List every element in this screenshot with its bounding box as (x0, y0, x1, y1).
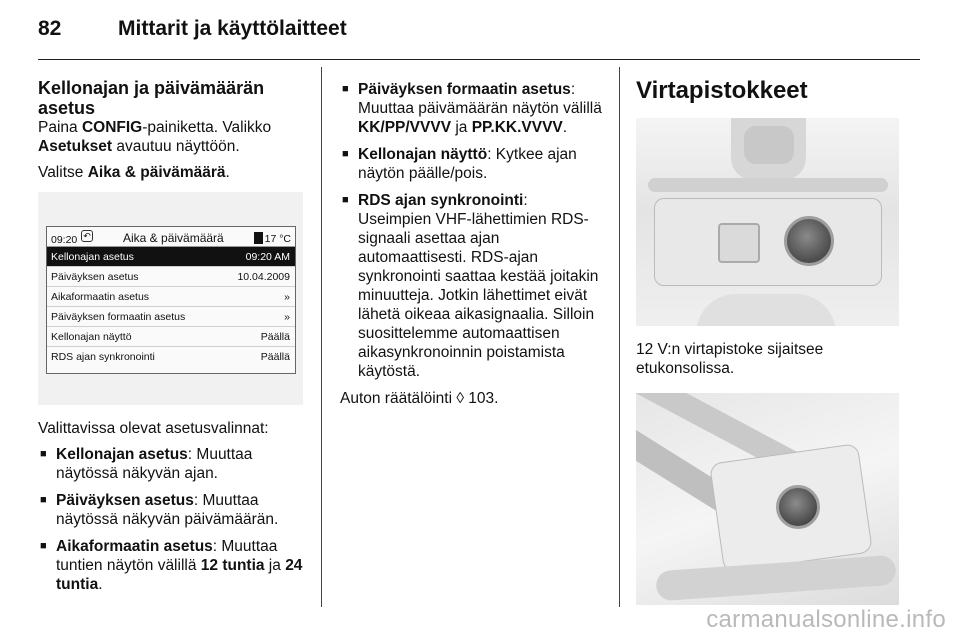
row-value: Päällä (260, 351, 290, 363)
temperature-value: 17 °C (264, 233, 291, 245)
select-paragraph (38, 163, 308, 182)
row-value: 09:20 AM (245, 251, 290, 263)
section-heading-power-outlets: Virtapistokkeet (636, 77, 808, 104)
display-row (47, 347, 295, 367)
console-panel (654, 198, 882, 286)
column-separator (619, 67, 620, 607)
option-desc: ja (451, 119, 472, 136)
intro-paragraph (38, 118, 308, 156)
watermark: carmanualsonline.info (706, 606, 946, 633)
option-value: 12 tuntia (200, 557, 265, 574)
display-illustration (38, 192, 303, 405)
settings-menu-name: Asetukset (38, 138, 113, 155)
option-desc: : Muuttaa päivämäärän näytön välillä (358, 81, 602, 117)
page-header (38, 17, 920, 57)
option-desc: : Muuttaa näytössä näkyvän päivämäärän. (56, 492, 279, 528)
display-top-bar (47, 227, 295, 247)
row-label: Päiväyksen asetus (51, 271, 139, 283)
cross-reference (340, 389, 605, 408)
gear-lever-knob (744, 126, 794, 164)
list-item (38, 537, 308, 594)
usb-port (718, 223, 760, 263)
column-separator (321, 67, 322, 607)
row-value: 10.04.2009 (237, 271, 290, 283)
reference-arrow-icon: ◊ (456, 390, 464, 407)
option-name: Kellonajan asetus (56, 446, 188, 463)
page-number: 82 (38, 17, 62, 40)
menu-item-name: Aika & päivämäärä (87, 164, 226, 181)
option-value: KK/PP/VVVV (358, 119, 452, 136)
display-row (47, 307, 295, 327)
select-text: . (225, 164, 230, 181)
header-rule (38, 59, 920, 60)
option-desc: . (98, 576, 103, 593)
display-clock: 09:20 (51, 234, 78, 246)
back-icon: ↶ (81, 230, 93, 242)
list-item (340, 191, 605, 381)
power-socket-12v (784, 216, 834, 266)
config-key: CONFIG (81, 119, 143, 136)
intro-text: avautuu näyttöön. (112, 138, 240, 155)
intro-text: -painiketta. Valikko (142, 119, 272, 136)
option-name: Aikaformaatin asetus (56, 538, 213, 555)
rear-power-outlet-photo (636, 393, 899, 605)
row-label: Päiväyksen formaatin asetus (51, 311, 186, 323)
row-value: » (284, 311, 290, 323)
reference-text: Auton räätälöinti (340, 390, 457, 407)
section-heading-clock-date: Kellonajan ja päivämäärän asetus (38, 78, 265, 118)
option-name: Päiväyksen asetus (56, 492, 194, 509)
power-socket-12v (776, 485, 820, 529)
photo-caption: 12 V:n virtapistoke sijaitsee etukonsolissa. (636, 341, 824, 377)
column-2 (340, 80, 605, 408)
option-name: Kellonajan näyttö (358, 146, 488, 163)
row-value: » (284, 291, 290, 303)
option-desc: . (562, 119, 568, 136)
list-item (340, 80, 605, 137)
option-value: PP.KK.VVVV (471, 119, 563, 136)
display-row (47, 267, 295, 287)
option-name: Päiväyksen formaatin asetus (358, 81, 571, 98)
intro-text: Paina (38, 119, 82, 136)
option-desc: ja (264, 557, 286, 574)
row-value: Päällä (260, 331, 290, 343)
options-intro: Valittavissa olevat asetusvalinnat: (38, 420, 269, 437)
list-item (38, 491, 308, 529)
option-desc: : Useimpien VHF-lähettimien RDS-signaali asettaa ajan automaattisesti. RDS-ajan synkronointi saattaa kestää joitakin minuutteja. Jotkin lähettimet eivät lähetä oikeaa aikasignaalia. Silloin suosittelemme automaattisen aikasynkronoinnin poistamista käytöstä. (358, 192, 599, 380)
row-label: Aikaformaatin asetus (51, 291, 150, 303)
option-value: 24 tuntia (56, 557, 303, 593)
option-desc: : Kytkee ajan näytön päälle/pois. (358, 146, 577, 182)
display-title: Aika & päivämäärä (123, 231, 224, 245)
display-row (47, 287, 295, 307)
row-label: Kellonajan asetus (51, 251, 134, 263)
reference-page[interactable]: 103. (464, 390, 499, 407)
display-screen (46, 226, 296, 374)
power-outlet-photo (636, 118, 899, 326)
chapter-title: Mittarit ja käyttölaitteet (118, 17, 347, 40)
options-list (38, 445, 308, 594)
list-item (38, 445, 308, 483)
row-label: Kellonajan näyttö (51, 331, 132, 343)
option-name: RDS ajan synkronointi (358, 192, 524, 209)
select-text: Valitse (38, 164, 88, 181)
thermometer-icon (254, 232, 263, 244)
console-edge (648, 178, 888, 192)
cup-holder (696, 294, 836, 326)
option-desc: : Muuttaa näytössä näkyvän ajan. (56, 446, 253, 482)
options-list-continued (340, 80, 605, 381)
display-row (47, 327, 295, 347)
column-3 (636, 77, 906, 605)
column-1 (38, 78, 308, 602)
display-row (47, 247, 295, 267)
option-desc: : Muuttaa tuntien näytön välillä (56, 538, 278, 574)
list-item (340, 145, 605, 183)
row-label: RDS ajan synkronointi (51, 351, 155, 363)
